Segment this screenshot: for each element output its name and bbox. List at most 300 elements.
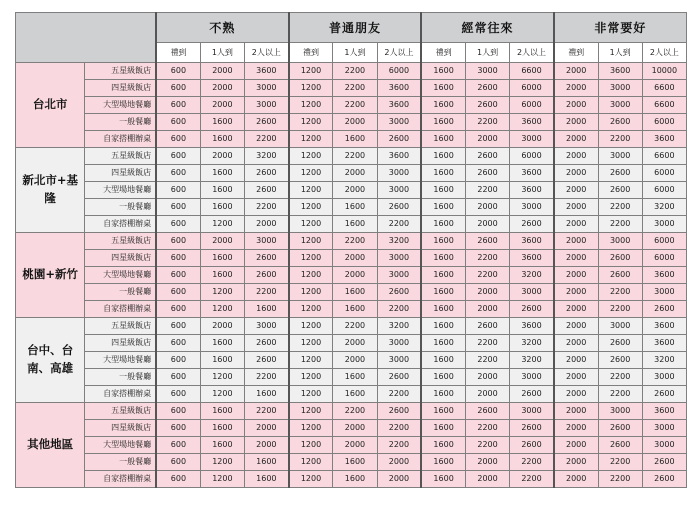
- amount-cell: 3000: [377, 335, 421, 352]
- amount-cell: 600: [156, 199, 200, 216]
- amount-cell: 2000: [200, 97, 244, 114]
- amount-cell: 2600: [598, 352, 642, 369]
- amount-cell: 3000: [377, 114, 421, 131]
- amount-cell: 1200: [289, 369, 333, 386]
- amount-cell: 3000: [642, 420, 686, 437]
- amount-cell: 1200: [289, 454, 333, 471]
- amount-cell: 1600: [421, 403, 465, 420]
- amount-cell: 3600: [244, 63, 288, 80]
- amount-cell: 2000: [333, 352, 377, 369]
- amount-cell: 1200: [289, 148, 333, 165]
- amount-cell: 3600: [642, 335, 686, 352]
- amount-cell: 600: [156, 437, 200, 454]
- amount-cell: 1600: [244, 454, 288, 471]
- table-row: [16, 335, 687, 352]
- amount-cell: 2000: [377, 471, 421, 488]
- amount-cell: 2000: [333, 114, 377, 131]
- table-row: [16, 318, 687, 335]
- sub-header: 1人到: [200, 43, 244, 63]
- amount-cell: 2600: [510, 386, 554, 403]
- table-row: [16, 131, 687, 148]
- amount-cell: 600: [156, 165, 200, 182]
- amount-cell: 2600: [465, 403, 509, 420]
- amount-cell: 2000: [554, 301, 598, 318]
- amount-cell: 2000: [554, 420, 598, 437]
- amount-cell: 3000: [598, 403, 642, 420]
- region-label: 其他地區: [16, 403, 85, 488]
- table-row: [16, 471, 687, 488]
- amount-cell: 2000: [554, 131, 598, 148]
- amount-cell: 2000: [465, 284, 509, 301]
- amount-cell: 1600: [421, 267, 465, 284]
- venue-label: 一般餐廳: [85, 369, 156, 386]
- amount-cell: 6000: [510, 97, 554, 114]
- amount-cell: 600: [156, 97, 200, 114]
- amount-cell: 1200: [289, 182, 333, 199]
- amount-cell: 1600: [421, 97, 465, 114]
- table-row: [16, 267, 687, 284]
- region-label: 台北市: [16, 63, 85, 148]
- sub-header: 禮到: [421, 43, 465, 63]
- amount-cell: 3600: [510, 233, 554, 250]
- amount-cell: 2600: [377, 369, 421, 386]
- amount-cell: 3000: [510, 131, 554, 148]
- amount-cell: 1600: [200, 114, 244, 131]
- amount-cell: 600: [156, 114, 200, 131]
- amount-cell: 2200: [598, 216, 642, 233]
- amount-cell: 3000: [377, 352, 421, 369]
- amount-cell: 2200: [598, 369, 642, 386]
- amount-cell: 1600: [244, 386, 288, 403]
- amount-cell: 3600: [642, 318, 686, 335]
- amount-cell: 1600: [200, 437, 244, 454]
- amount-cell: 1200: [289, 471, 333, 488]
- amount-cell: 2600: [244, 182, 288, 199]
- amount-cell: 600: [156, 182, 200, 199]
- amount-cell: 3000: [642, 284, 686, 301]
- amount-cell: 2000: [554, 182, 598, 199]
- amount-cell: 2000: [554, 216, 598, 233]
- amount-cell: 2000: [465, 454, 509, 471]
- amount-cell: 2600: [244, 114, 288, 131]
- amount-cell: 1200: [289, 403, 333, 420]
- region-label: 新北市+基 隆: [16, 148, 85, 233]
- amount-cell: 600: [156, 318, 200, 335]
- amount-cell: 3600: [642, 267, 686, 284]
- amount-cell: 3600: [510, 318, 554, 335]
- amount-cell: 2000: [333, 182, 377, 199]
- amount-cell: 2600: [244, 267, 288, 284]
- amount-cell: 6000: [377, 63, 421, 80]
- amount-cell: 1200: [289, 165, 333, 182]
- amount-cell: 1200: [289, 97, 333, 114]
- amount-cell: 3000: [598, 80, 642, 97]
- amount-cell: 1600: [200, 352, 244, 369]
- amount-cell: 600: [156, 335, 200, 352]
- amount-cell: 2200: [598, 454, 642, 471]
- amount-cell: 1200: [200, 284, 244, 301]
- amount-cell: 6000: [642, 182, 686, 199]
- amount-cell: 2200: [333, 63, 377, 80]
- amount-cell: 3000: [377, 165, 421, 182]
- amount-cell: 1600: [200, 199, 244, 216]
- amount-cell: 2600: [598, 335, 642, 352]
- amount-cell: 2200: [377, 216, 421, 233]
- amount-cell: 2200: [598, 301, 642, 318]
- venue-label: 四星級飯店: [85, 165, 156, 182]
- venue-label: 自家搭棚辦桌: [85, 216, 156, 233]
- amount-cell: 3000: [510, 403, 554, 420]
- amount-cell: 1200: [200, 369, 244, 386]
- amount-cell: 2600: [510, 301, 554, 318]
- amount-cell: 2000: [200, 318, 244, 335]
- amount-cell: 2600: [244, 335, 288, 352]
- amount-cell: 2200: [377, 301, 421, 318]
- amount-cell: 1600: [333, 284, 377, 301]
- amount-cell: 3200: [642, 199, 686, 216]
- amount-cell: 3600: [642, 131, 686, 148]
- amount-cell: 600: [156, 63, 200, 80]
- amount-cell: 2200: [465, 114, 509, 131]
- amount-cell: 1600: [200, 182, 244, 199]
- amount-cell: 1200: [289, 386, 333, 403]
- amount-cell: 2000: [333, 335, 377, 352]
- amount-cell: 2000: [200, 233, 244, 250]
- sub-header: 禮到: [156, 43, 200, 63]
- amount-cell: 2200: [465, 267, 509, 284]
- amount-cell: 2000: [200, 80, 244, 97]
- venue-label: 自家搭棚辦桌: [85, 386, 156, 403]
- amount-cell: 2000: [554, 267, 598, 284]
- amount-cell: 1200: [289, 335, 333, 352]
- amount-cell: 2600: [642, 471, 686, 488]
- amount-cell: 1600: [200, 267, 244, 284]
- table-row: [16, 165, 687, 182]
- amount-cell: 2200: [510, 454, 554, 471]
- amount-cell: 6600: [642, 148, 686, 165]
- amount-cell: 1600: [421, 352, 465, 369]
- table-row: [16, 182, 687, 199]
- amount-cell: 3000: [510, 369, 554, 386]
- amount-cell: 2000: [554, 335, 598, 352]
- amount-cell: 3000: [598, 233, 642, 250]
- venue-label: 四星級飯店: [85, 420, 156, 437]
- amount-cell: 600: [156, 454, 200, 471]
- venue-label: 大型場地餐廳: [85, 267, 156, 284]
- amount-cell: 3000: [244, 97, 288, 114]
- venue-label: 四星級飯店: [85, 250, 156, 267]
- table-row: [16, 284, 687, 301]
- table-row: [16, 233, 687, 250]
- table-row: [16, 250, 687, 267]
- sub-header: 2人以上: [510, 43, 554, 63]
- amount-cell: 2000: [554, 199, 598, 216]
- amount-cell: 2000: [200, 63, 244, 80]
- venue-label: 五星級飯店: [85, 148, 156, 165]
- amount-cell: 3000: [510, 284, 554, 301]
- amount-cell: 1200: [289, 233, 333, 250]
- amount-cell: 1200: [289, 420, 333, 437]
- amount-cell: 2000: [333, 165, 377, 182]
- amount-cell: 3600: [377, 148, 421, 165]
- group-header: 普通朋友: [289, 13, 422, 43]
- amount-cell: 2200: [598, 199, 642, 216]
- amount-cell: 3000: [244, 233, 288, 250]
- venue-label: 五星級飯店: [85, 63, 156, 80]
- amount-cell: 3000: [377, 250, 421, 267]
- group-header: 經常往來: [421, 13, 554, 43]
- amount-cell: 1600: [421, 148, 465, 165]
- amount-cell: 1200: [289, 284, 333, 301]
- amount-cell: 1600: [421, 63, 465, 80]
- amount-cell: 1600: [333, 301, 377, 318]
- amount-cell: 1600: [421, 182, 465, 199]
- sub-header: 禮到: [289, 43, 333, 63]
- amount-cell: 3000: [510, 199, 554, 216]
- venue-label: 五星級飯店: [85, 233, 156, 250]
- amount-cell: 600: [156, 250, 200, 267]
- amount-cell: 600: [156, 386, 200, 403]
- amount-cell: 1200: [289, 80, 333, 97]
- amount-cell: 3600: [377, 80, 421, 97]
- amount-cell: 600: [156, 233, 200, 250]
- amount-cell: 2000: [333, 437, 377, 454]
- amount-cell: 2600: [598, 437, 642, 454]
- table-row: [16, 454, 687, 471]
- amount-cell: 2200: [244, 131, 288, 148]
- amount-cell: 1200: [289, 437, 333, 454]
- amount-cell: 3600: [510, 114, 554, 131]
- amount-cell: 3000: [244, 80, 288, 97]
- amount-cell: 1600: [421, 199, 465, 216]
- amount-cell: 2200: [598, 284, 642, 301]
- amount-cell: 2600: [465, 80, 509, 97]
- table-row: [16, 369, 687, 386]
- amount-cell: 2000: [554, 114, 598, 131]
- amount-cell: 3200: [510, 335, 554, 352]
- amount-cell: 1200: [289, 250, 333, 267]
- table-row: [16, 199, 687, 216]
- group-header: 非常要好: [554, 13, 687, 43]
- amount-cell: 1200: [289, 216, 333, 233]
- amount-cell: 2000: [244, 420, 288, 437]
- amount-cell: 2600: [510, 216, 554, 233]
- amount-cell: 1600: [421, 233, 465, 250]
- amount-cell: 1200: [289, 63, 333, 80]
- table-row: [16, 386, 687, 403]
- amount-cell: 1600: [421, 420, 465, 437]
- amount-cell: 2200: [244, 403, 288, 420]
- amount-cell: 2000: [554, 250, 598, 267]
- amount-cell: 2000: [554, 352, 598, 369]
- amount-cell: 1200: [200, 386, 244, 403]
- amount-cell: 2000: [465, 216, 509, 233]
- sub-header: 2人以上: [377, 43, 421, 63]
- amount-cell: 2000: [554, 471, 598, 488]
- amount-cell: 2000: [554, 148, 598, 165]
- amount-cell: 1600: [200, 131, 244, 148]
- amount-cell: 1200: [200, 471, 244, 488]
- table-row: [16, 301, 687, 318]
- amount-cell: 1600: [333, 216, 377, 233]
- amount-cell: 1200: [200, 301, 244, 318]
- amount-cell: 1200: [289, 267, 333, 284]
- amount-cell: 2000: [200, 148, 244, 165]
- amount-cell: 3200: [377, 233, 421, 250]
- amount-cell: 6000: [642, 165, 686, 182]
- amount-cell: 2000: [465, 131, 509, 148]
- amount-cell: 6000: [642, 250, 686, 267]
- amount-cell: 2600: [598, 250, 642, 267]
- amount-cell: 2200: [598, 471, 642, 488]
- amount-cell: 1600: [200, 165, 244, 182]
- table-row: [16, 148, 687, 165]
- amount-cell: 3600: [510, 182, 554, 199]
- amount-cell: 1600: [333, 454, 377, 471]
- amount-cell: 2000: [554, 63, 598, 80]
- amount-cell: 2000: [554, 80, 598, 97]
- amount-cell: 6000: [510, 80, 554, 97]
- amount-cell: 600: [156, 216, 200, 233]
- amount-cell: 2000: [554, 284, 598, 301]
- venue-label: 一般餐廳: [85, 114, 156, 131]
- amount-cell: 2600: [377, 131, 421, 148]
- amount-cell: 2200: [244, 284, 288, 301]
- amount-cell: 2000: [377, 454, 421, 471]
- amount-cell: 6000: [642, 233, 686, 250]
- amount-cell: 3200: [377, 318, 421, 335]
- amount-cell: 1600: [421, 80, 465, 97]
- amount-cell: 600: [156, 148, 200, 165]
- amount-cell: 1600: [421, 437, 465, 454]
- venue-label: 自家搭棚辦桌: [85, 131, 156, 148]
- amount-cell: 2200: [465, 420, 509, 437]
- amount-cell: 1600: [200, 250, 244, 267]
- amount-cell: 600: [156, 420, 200, 437]
- table-row: [16, 97, 687, 114]
- amount-cell: 2000: [554, 165, 598, 182]
- amount-cell: 3000: [598, 318, 642, 335]
- amount-cell: 1600: [421, 301, 465, 318]
- amount-cell: 2200: [333, 80, 377, 97]
- amount-cell: 2600: [465, 97, 509, 114]
- venue-label: 一般餐廳: [85, 284, 156, 301]
- corner-cell: [16, 13, 157, 63]
- amount-cell: 1600: [333, 131, 377, 148]
- group-header: 不熟: [156, 13, 289, 43]
- amount-cell: 1600: [244, 301, 288, 318]
- amount-cell: 1600: [244, 471, 288, 488]
- amount-cell: 2200: [465, 437, 509, 454]
- amount-cell: 1600: [421, 165, 465, 182]
- amount-cell: 2600: [465, 165, 509, 182]
- amount-cell: 2000: [554, 318, 598, 335]
- amount-cell: 1600: [421, 369, 465, 386]
- amount-cell: 1600: [421, 131, 465, 148]
- amount-cell: 1600: [200, 403, 244, 420]
- amount-cell: 2200: [377, 437, 421, 454]
- amount-cell: 1600: [200, 420, 244, 437]
- amount-cell: 3200: [510, 352, 554, 369]
- venue-label: 自家搭棚辦桌: [85, 301, 156, 318]
- amount-cell: 2600: [598, 114, 642, 131]
- amount-cell: 3000: [598, 97, 642, 114]
- amount-cell: 600: [156, 369, 200, 386]
- amount-cell: 1200: [289, 114, 333, 131]
- venue-label: 四星級飯店: [85, 80, 156, 97]
- amount-cell: 2600: [377, 284, 421, 301]
- amount-cell: 1200: [289, 131, 333, 148]
- amount-cell: 3000: [642, 437, 686, 454]
- amount-cell: 2600: [465, 233, 509, 250]
- amount-cell: 10000: [642, 63, 686, 80]
- amount-cell: 2600: [642, 301, 686, 318]
- amount-cell: 1200: [289, 199, 333, 216]
- venue-label: 一般餐廳: [85, 199, 156, 216]
- amount-cell: 2000: [554, 386, 598, 403]
- amount-cell: 2000: [554, 437, 598, 454]
- amount-cell: 2200: [333, 318, 377, 335]
- sub-header: 1人到: [465, 43, 509, 63]
- venue-label: 大型場地餐廳: [85, 437, 156, 454]
- amount-cell: 2600: [598, 267, 642, 284]
- amount-cell: 600: [156, 131, 200, 148]
- amount-cell: 3600: [510, 250, 554, 267]
- amount-cell: 3000: [377, 267, 421, 284]
- amount-cell: 2200: [333, 97, 377, 114]
- table-body: [16, 13, 687, 488]
- amount-cell: 2000: [554, 369, 598, 386]
- amount-cell: 2200: [465, 335, 509, 352]
- table-row: [16, 216, 687, 233]
- amount-cell: 3600: [642, 403, 686, 420]
- amount-cell: 1600: [200, 335, 244, 352]
- amount-cell: 3200: [510, 267, 554, 284]
- amount-cell: 2000: [333, 250, 377, 267]
- amount-cell: 1600: [421, 454, 465, 471]
- amount-cell: 2600: [465, 148, 509, 165]
- amount-cell: 3000: [465, 63, 509, 80]
- amount-cell: 6600: [642, 80, 686, 97]
- amount-cell: 2000: [465, 199, 509, 216]
- table-row: [16, 420, 687, 437]
- amount-cell: 2600: [244, 352, 288, 369]
- amount-cell: 1600: [421, 386, 465, 403]
- amount-cell: 600: [156, 352, 200, 369]
- amount-cell: 2000: [465, 471, 509, 488]
- group-header-row: [16, 13, 687, 43]
- amount-cell: 2600: [642, 386, 686, 403]
- amount-cell: 2600: [377, 199, 421, 216]
- amount-cell: 3000: [642, 216, 686, 233]
- sub-header: 2人以上: [642, 43, 686, 63]
- amount-cell: 6600: [642, 97, 686, 114]
- gift-money-table: [15, 12, 687, 488]
- amount-cell: 2200: [465, 182, 509, 199]
- table-row: [16, 80, 687, 97]
- sub-header: 2人以上: [244, 43, 288, 63]
- amount-cell: 2600: [598, 165, 642, 182]
- amount-cell: 600: [156, 471, 200, 488]
- amount-cell: 600: [156, 284, 200, 301]
- amount-cell: 6600: [510, 63, 554, 80]
- amount-cell: 2000: [333, 267, 377, 284]
- venue-label: 一般餐廳: [85, 454, 156, 471]
- amount-cell: 3200: [642, 352, 686, 369]
- amount-cell: 3000: [598, 148, 642, 165]
- amount-cell: 1200: [200, 454, 244, 471]
- amount-cell: 1600: [421, 250, 465, 267]
